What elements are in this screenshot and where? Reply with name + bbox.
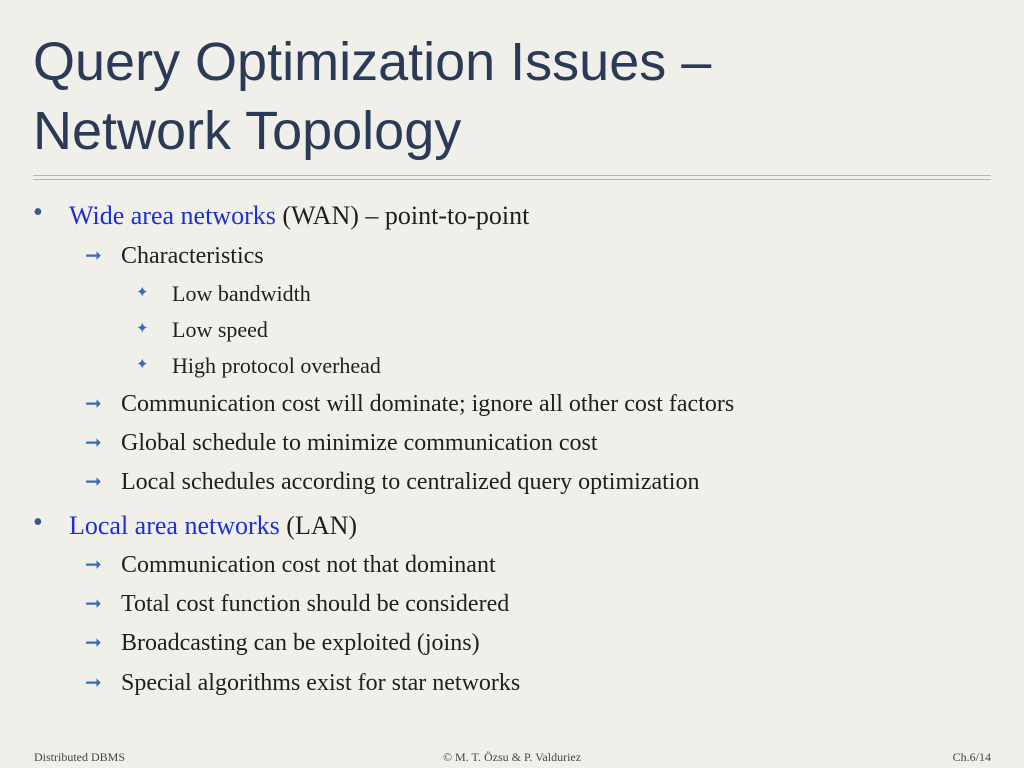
sub-bullet-text: Global schedule to minimize communication cost (121, 430, 598, 456)
bullet-wan-rest: (WAN) – point-to-point (275, 201, 530, 230)
sub-bullet-text: Communication cost will dominate; ignore all other cost factors (121, 391, 735, 417)
bullet-wan-text (69, 201, 529, 231)
star-icon: ✦ (136, 283, 149, 301)
arrow-icon: ➞ (85, 591, 102, 615)
footer-course: Distributed DBMS (34, 750, 126, 764)
arrow-icon: ➞ (85, 552, 102, 576)
bullet-dot-icon: • (33, 507, 43, 538)
star-icon: ✦ (136, 319, 149, 337)
footer-copyright: © M. T. Özsu & P. Valduriez (442, 750, 582, 764)
bullet-dot-icon: • (33, 197, 43, 228)
sub-bullet-text: Broadcasting can be exploited (joins) (121, 630, 480, 656)
star-icon: ✦ (136, 355, 149, 373)
sub-bullet-text: Local schedules according to centralized query optimization (121, 469, 700, 495)
arrow-icon: ➞ (85, 630, 102, 654)
bullet-wan-highlight: Wide area networks (69, 201, 276, 230)
sub-bullet-text: Communication cost not that dominant (121, 552, 496, 578)
sub-sub-bullet-text: Low bandwidth (172, 281, 311, 306)
sub-sub-bullet-text: Low speed (172, 317, 268, 342)
sub-bullet-text: Total cost function should be considered (121, 591, 510, 617)
slide-title-line-1: Query Optimization Issues – (33, 32, 712, 92)
bullet-lan-rest: (LAN) (279, 511, 358, 540)
sub-bullet-text: Special algorithms exist for star networks (121, 670, 521, 696)
arrow-icon: ➞ (85, 670, 102, 694)
arrow-icon: ➞ (85, 430, 102, 454)
arrow-icon: ➞ (85, 469, 102, 493)
sub-bullet-text: Characteristics (121, 243, 264, 269)
arrow-icon: ➞ (85, 391, 102, 415)
bullet-lan-text (69, 511, 357, 541)
footer-slide-number: Ch.6/14 (952, 750, 991, 764)
sub-sub-bullet-text: High protocol overhead (172, 353, 381, 378)
arrow-icon: ➞ (85, 243, 102, 267)
slide-title-line-2: Network Topology (33, 101, 462, 161)
bullet-lan-highlight: Local area networks (69, 511, 280, 540)
